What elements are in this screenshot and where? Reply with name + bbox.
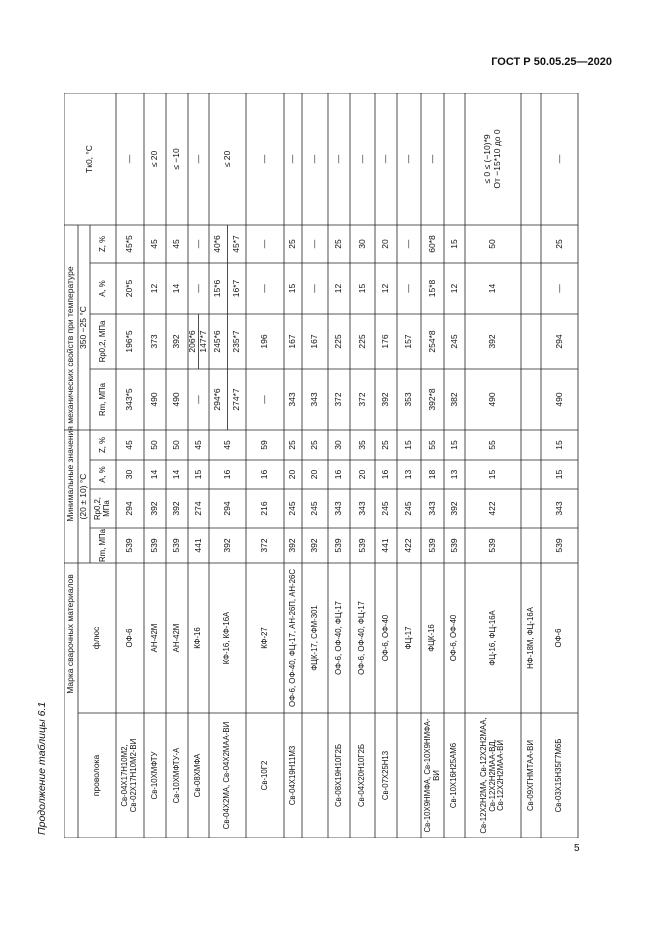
page-number: 5 (574, 843, 580, 854)
table-continuation-caption: Продолжение таблицы 6.1 (36, 701, 48, 835)
header-mechanical: Минимальные значения механических свойств при температуре (65, 266, 76, 522)
cell-rp20: 392 (171, 501, 182, 516)
cell-a350: 15 (287, 283, 298, 294)
cell-tk-line1: ≤ 0 ≤ (−10)*9 (482, 134, 493, 184)
cell-a350: — (553, 284, 564, 293)
cell-z20: 15 (403, 440, 414, 450)
cell-flux: КФ-16 (193, 627, 203, 649)
cell-rp350: 294 (553, 334, 564, 349)
cell-a350: 15*8 (426, 279, 437, 298)
cell-flux: ФЦК-17, СФМ-301 (309, 605, 319, 671)
cell-rp350: 167 (309, 334, 320, 349)
cell-wire: Св-08ХМФА (193, 753, 203, 798)
header-temp-350: 350 −25 °С (78, 306, 89, 349)
cell-a20: 20 (356, 469, 367, 480)
cell-tk-line2: От −15*10 до 0 (492, 129, 502, 189)
cell-a20: 13 (448, 469, 459, 480)
cell-rp350: 176 (380, 334, 391, 349)
cell-z350-a: 40*6 (212, 235, 223, 253)
cell-a350: — (192, 284, 203, 293)
cell-z350: 15 (448, 239, 459, 249)
cell-z350: — (403, 239, 414, 249)
cell-wire: Св-07Х25Н13 (380, 750, 390, 801)
cell-z20: 45 (192, 440, 203, 450)
header-a-20: А, % (97, 466, 107, 483)
cell-z20: 25 (287, 440, 298, 450)
cell-flux: ФЦ-16, ФЦ-16А (487, 610, 497, 666)
rotated-table (64, 93, 588, 838)
cell-flux: ОФ-6, ОФ-40, ФЦ-17, АН-26П, АН-26С (287, 569, 297, 707)
cell-z350: 50 (487, 239, 498, 249)
header-flux: флюс (91, 626, 102, 650)
cell-rp350: 373 (149, 334, 160, 349)
cell-rm350: 490 (553, 392, 564, 407)
cell-a350: 14 (171, 283, 182, 294)
cell-wire: Св-10ХМФТУ-А (171, 747, 181, 804)
cell-rm350-a: 294*6 (212, 388, 223, 411)
cell-rm350: 490 (487, 392, 498, 407)
cell-flux: КФ-16, КФ-16А (222, 611, 232, 665)
cell-rp20: 422 (487, 501, 498, 516)
cell-flux: ОФ-6, ОФ-40, ФЦ-17 (357, 601, 367, 675)
header-rm-350: Rm, МПа (97, 383, 107, 416)
cell-a350-b: 16*7 (230, 279, 241, 298)
cell-rp20: 294 (221, 501, 232, 516)
cell-rm350: 490 (171, 392, 182, 407)
cell-rm20: 392 (221, 538, 232, 553)
cell-rp20: 392 (448, 501, 459, 516)
cell-rm20: 539 (487, 538, 498, 553)
cell-flux: НФ-18М, ФЦ-16А (525, 607, 535, 669)
header-temp-20: (20 ± 10) °С (78, 473, 89, 520)
cell-z350: — (192, 239, 203, 249)
cell-rm350: 343*5 (124, 388, 135, 411)
cell-z350: 30 (356, 239, 367, 249)
cell-rm350: 353 (403, 392, 414, 407)
cell-rm20: 539 (333, 538, 344, 553)
cell-z350: 25 (553, 239, 564, 249)
standard-number: ГОСТ Р 50.05.25—2020 (491, 56, 612, 68)
cell-rm350-b: 274*7 (230, 388, 241, 411)
cell-tk: — (192, 154, 203, 164)
cell-rm20: 441 (380, 538, 391, 553)
cell-rp20: 343 (553, 501, 564, 516)
cell-z20: 50 (171, 440, 182, 450)
cell-flux: ОФ-6, ОФ-40 (380, 614, 390, 662)
cell-tk: — (309, 154, 320, 164)
cell-a20: 20 (309, 469, 320, 480)
header-z-20: Z, % (97, 436, 107, 454)
cell-rm350: 382 (448, 392, 459, 407)
cell-rm20: 539 (426, 538, 437, 553)
cell-a20: 13 (403, 469, 414, 480)
cell-rm20: 539 (553, 538, 564, 553)
cell-wire: Св-10Х16Н25АМ6 (449, 742, 459, 809)
cell-rp350: 254*8 (426, 330, 437, 353)
cell-rm350 (521, 369, 541, 430)
cell-rm20: 392 (287, 538, 298, 553)
cell-tk: ≤ −10 (171, 148, 182, 170)
cell-rp350: 225 (356, 334, 367, 349)
header-materials: Марка сварочных материалов (65, 574, 76, 694)
cell-rm350: 392 (380, 392, 391, 407)
cell-a20: 15 (553, 469, 564, 480)
cell-rp20: 245 (309, 501, 320, 516)
cell-rp20: 245 (403, 501, 414, 516)
cell-rp350: 245 (448, 334, 459, 349)
cell-wire: Св-04Х19Н11М3 (287, 745, 297, 806)
cell-wire: Св-04Х17Н10М2, Св-02Х17Н10М2-ВИ (120, 738, 138, 813)
cell-wire: Св-12Х2Н2МА, Св-12Х2Н2МАА, Св-12Х2Н2МАА-ВД, Св-12Х2Н2МАА-ВИ (478, 717, 506, 834)
cell-rm20 (521, 528, 541, 563)
cell-tk (444, 93, 465, 225)
cell-z350: 60*8 (426, 235, 437, 253)
cell-rm20: 539 (448, 538, 459, 553)
cell-rm20: 422 (403, 538, 414, 553)
cell-z350: — (309, 239, 320, 249)
cell-a350: — (259, 284, 270, 293)
cell-a20: 16 (333, 469, 344, 480)
cell-z20: 15 (448, 440, 459, 450)
cell-wire: Св-10Х9НМФА, Св-10Х9НМФА-ВИ (422, 718, 441, 833)
cell-rp20: 245 (380, 501, 391, 516)
cell-a350: 15 (356, 283, 367, 294)
cell-rm20: 392 (309, 538, 320, 553)
cell-tk: ≤ 20 (221, 150, 232, 168)
cell-rm20: 539 (149, 538, 160, 553)
cell-rp20 (521, 489, 541, 528)
cell-rm20: 539 (356, 538, 367, 553)
cell-rp350: 196*5 (124, 330, 135, 353)
cell-rp350: 157 (403, 334, 414, 349)
cell-z20: 55 (426, 440, 437, 450)
cell-rm350: 372 (356, 392, 367, 407)
cell-a350 (521, 263, 541, 314)
cell-z20: 30 (333, 440, 344, 450)
cell-flux: ФЦК-16 (427, 624, 437, 652)
cell-tk (465, 93, 521, 225)
cell-rm350: 343 (309, 392, 320, 407)
cell-rp20: 294 (124, 501, 135, 516)
cell-rp20: 343 (333, 501, 344, 516)
cell-a350: 14 (487, 283, 498, 294)
cell-rp20: 343 (356, 501, 367, 516)
cell-rm350: 490 (149, 392, 160, 407)
cell-rp350-a: 206*6 (187, 330, 198, 353)
header-rp-20: Rp0,2, МПа (93, 497, 111, 520)
cell-rp350: 167 (287, 334, 298, 349)
cell-flux: АН-42М (171, 623, 181, 653)
cell-rm350: — (192, 395, 203, 404)
cell-z350: 45*5 (124, 235, 135, 253)
cell-rp20: 216 (259, 501, 270, 516)
cell-z350-b: 45*7 (230, 235, 241, 253)
cell-rp350: 225 (333, 334, 344, 349)
cell-wire: Св-10ХМФТУ (149, 751, 159, 800)
cell-wire: Св-04Х2МА, Св-04Х2МАА-ВИ (222, 721, 232, 830)
cell-flux: ОФ-6 (124, 628, 134, 648)
cell-a350: 12 (149, 283, 160, 294)
cell-wire: Св-09ХГНМТАА-ВИ (525, 740, 535, 811)
cell-rp350: 392 (487, 334, 498, 349)
cell-rp350 (521, 314, 541, 369)
cell-rp350-a: 245*6 (212, 330, 223, 353)
cell-rm20: 441 (192, 538, 203, 553)
cell-a20: 16 (259, 469, 270, 480)
cell-z350: — (259, 239, 270, 249)
cell-a20: 15 (192, 469, 203, 480)
cell-flux: ОФ-6 (554, 628, 564, 648)
cell-rm20: 372 (259, 538, 270, 553)
cell-tk: — (356, 154, 367, 164)
cell-tk: — (333, 154, 344, 164)
cell-z20: 35 (356, 440, 367, 450)
cell-z350 (521, 225, 541, 263)
cell-a350-a: 15*6 (212, 279, 223, 298)
cell-flux: ОФ-6, ОФ-40 (449, 614, 459, 662)
cell-tk: — (553, 154, 564, 164)
cell-a350: 20*5 (124, 279, 135, 298)
cell-a350: — (403, 284, 414, 293)
header-rp-350: Rp0,2, МПа (97, 320, 107, 363)
cell-tk (521, 93, 541, 225)
cell-rp350-b: 235*7 (230, 330, 241, 353)
cell-z20: 25 (309, 440, 320, 450)
cell-z20: 55 (487, 440, 498, 450)
cell-rm350: 343 (287, 392, 298, 407)
cell-z350: 45 (171, 239, 182, 249)
cell-rp350-b: 147*7 (197, 330, 208, 353)
cell-a20: 20 (287, 469, 298, 480)
cell-rp20: 245 (287, 501, 298, 516)
cell-z20: 59 (259, 440, 270, 450)
cell-a350: 12 (448, 283, 459, 294)
header-z-350: Z, % (97, 235, 107, 253)
cell-flux: КФ-27 (259, 627, 269, 649)
cell-tk: — (426, 154, 437, 164)
cell-flux: АН-42М (149, 623, 159, 653)
cell-a20: 15 (487, 469, 498, 480)
cell-rp20: 274 (192, 501, 203, 516)
cell-wire: Св-08Х19Н10Г2Б (333, 744, 343, 807)
cell-tk: — (124, 154, 135, 164)
cell-z20: 45 (221, 440, 232, 450)
cell-rp350: 196 (259, 334, 270, 349)
cell-rm350: — (259, 395, 270, 404)
cell-a350: 12 (333, 283, 344, 294)
cell-a20: 18 (426, 469, 437, 480)
cell-tk: ≤ 20 (149, 150, 160, 168)
cell-flux: ФЦ-17 (403, 626, 413, 650)
cell-a20: 14 (149, 469, 160, 480)
cell-a20: 16 (380, 469, 391, 480)
cell-tk: — (287, 154, 298, 164)
cell-rp20: 343 (426, 501, 437, 516)
cell-wire: Св-10Г2 (259, 760, 269, 791)
header-wire: проволока (91, 754, 102, 797)
cell-z20: 45 (124, 440, 135, 450)
cell-z20: 50 (149, 440, 160, 450)
cell-rm20: 539 (171, 538, 182, 553)
cell-wire: Св-03Х15Н35Г7М6Б (554, 738, 564, 813)
cell-tk: — (259, 154, 270, 164)
header-rm-20: Rm, МПа (97, 529, 107, 562)
cell-a20: 30 (124, 469, 135, 480)
cell-z20 (521, 430, 541, 460)
cell-tk: — (380, 154, 391, 164)
cell-rm350: 392*8 (426, 388, 437, 411)
cell-z350: 25 (333, 239, 344, 249)
cell-a350: — (309, 284, 320, 293)
header-a-350: А, % (97, 280, 107, 297)
cell-z350: 25 (287, 239, 298, 249)
cell-a20 (521, 460, 541, 489)
cell-a20: 16 (221, 469, 232, 480)
cell-flux: ОФ-6, ОФ-40, ФЦ-17 (333, 601, 343, 675)
header-tk: Tк0, °С (84, 145, 95, 173)
cell-a350: 12 (380, 283, 391, 294)
cell-a20: 14 (171, 469, 182, 480)
cell-wire: Св-04Х20Н10Г2Б (357, 744, 367, 807)
cell-rp20: 392 (149, 501, 160, 516)
cell-z350: 20 (380, 239, 391, 249)
cell-rm350: 372 (333, 392, 344, 407)
cell-tk: — (403, 154, 414, 164)
cell-rm20: 539 (124, 538, 135, 553)
cell-rp350: 392 (171, 334, 182, 349)
cell-z350: 45 (149, 239, 160, 249)
cell-z20: 25 (380, 440, 391, 450)
cell-z20: 15 (553, 440, 564, 450)
